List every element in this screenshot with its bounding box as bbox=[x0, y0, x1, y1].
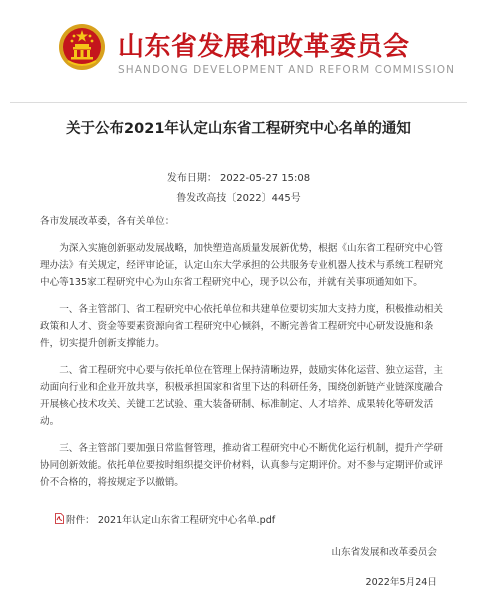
paragraph-item-1: 一、各主管部门、省工程研究中心依托单位和共建单位要切实加大支持力度，积极推动相关政策和人才、资金等要素资源向省工程研究中心倾斜，不断完善省工程研究中心研发设施和条件，切实提升创新支撑能力。 bbox=[40, 304, 443, 349]
site-header bbox=[0, 0, 477, 95]
pdf-file-icon bbox=[55, 513, 64, 524]
national-emblem-icon bbox=[58, 23, 106, 71]
publish-date: 发布日期： 2022-05-27 15:08 bbox=[166, 173, 311, 184]
header-divider bbox=[10, 102, 467, 103]
page-title: 关于公布2021年认定山东省工程研究中心名单的通知 bbox=[66, 121, 411, 137]
document-number: 鲁发改高技〔2022〕445号 bbox=[176, 193, 301, 204]
org-name-en: SHANDONG DEVELOPMENT AND REFORM COMMISSION bbox=[118, 64, 456, 76]
signature-date: 2022年5月24日 bbox=[365, 577, 437, 588]
paragraph-item-2: 二、省工程研究中心要与依托单位在管理上保持清晰边界，鼓励实体化运营、独立运营，主动面向行业和企业开放共享，积极承担国家和省里下达的科研任务，围绕创新链产业链深度融合开展核心技术攻关、关键工艺试验、重大装备研制、标准制定、人才培养、成果转化等研发活动。 bbox=[40, 365, 443, 427]
signature-org: 山东省发展和改革委员会 bbox=[331, 547, 437, 558]
paragraph-intro: 为深入实施创新驱动发展战略，加快塑造高质量发展新优势，根据《山东省工程研究中心管理办法》有关规定，经评审论证，认定山东大学承担的公共服务专业机器人技术与系统工程研究中心等135家工程研究中心为山东省工程研究中心，现予以公布，并就有关事项通知如下。 bbox=[40, 243, 443, 288]
paragraph-item-3: 三、各主管部门要加强日常监督管理，推动省工程研究中心不断优化运行机制，提升产学研协同创新效能。依托单位要按时组织提交评价材料，认真参与定期评价。对不参与定期评价或评价不合格的，将按规定予以撤销。 bbox=[40, 443, 443, 488]
attachment-link[interactable] bbox=[55, 512, 275, 526]
org-name-cn: 山东省发展和改革委员会 bbox=[118, 32, 410, 62]
attachment-label[interactable]: 附件： 2021年认定山东省工程研究中心名单.pdf bbox=[66, 515, 276, 526]
article-body bbox=[40, 213, 450, 491]
salutation: 各市发展改革委，各有关单位： bbox=[40, 216, 175, 227]
